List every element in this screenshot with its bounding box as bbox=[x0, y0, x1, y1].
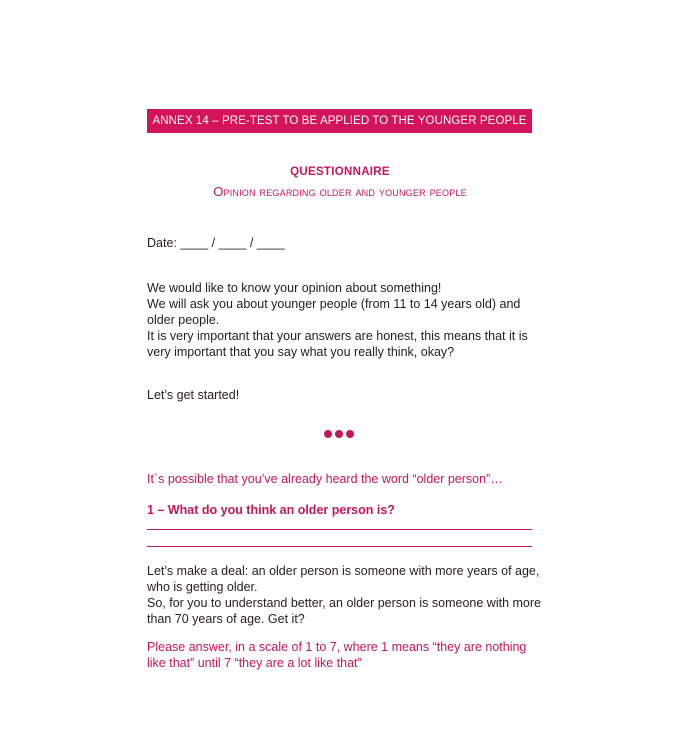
intro-line-3: It is very important that your answers are honest, this means that it is very important that you say what you really think, okay? bbox=[147, 329, 528, 359]
answer-line-2[interactable] bbox=[147, 546, 532, 547]
intro-paragraph bbox=[147, 280, 542, 360]
intro-line-1: We would like to know your opinion about something! bbox=[147, 281, 442, 295]
scale-instruction: Please answer, in a scale of 1 to 7, where 1 means “they are nothing like that” until 7 “they are a lot like that” bbox=[147, 640, 527, 670]
lets-get-started: Let’s get started! bbox=[147, 388, 240, 402]
deal-paragraph bbox=[147, 563, 542, 627]
deal-line-2: So, for you to understand better, an older person is someone with more than 70 years of age. Get it? bbox=[147, 596, 541, 626]
questionnaire-subtitle: Opinion regarding older and younger people bbox=[213, 184, 467, 199]
lead-in-text: It´s possible that you’ve already heard the word “older person”… bbox=[147, 472, 503, 486]
dot-icon bbox=[324, 430, 332, 438]
deal-line-1: Let’s make a deal: an older person is someone with more years of age, who is getting older. bbox=[147, 564, 540, 594]
annex-banner: ANNEX 14 – PRE-TEST TO BE APPLIED TO THE YOUNGER PEOPLE bbox=[147, 109, 532, 133]
questionnaire-title: QUESTIONNAIRE bbox=[290, 166, 390, 178]
date-line: Date: ____ / ____ / ____ bbox=[147, 236, 285, 250]
section-divider-dots bbox=[324, 430, 354, 438]
question-1: 1 – What do you think an older person is? bbox=[147, 503, 395, 517]
answer-line-1[interactable] bbox=[147, 529, 532, 530]
intro-line-2: We will ask you about younger people (from 11 to 14 years old) and older people. bbox=[147, 297, 521, 327]
dot-icon bbox=[346, 430, 354, 438]
dot-icon bbox=[335, 430, 343, 438]
